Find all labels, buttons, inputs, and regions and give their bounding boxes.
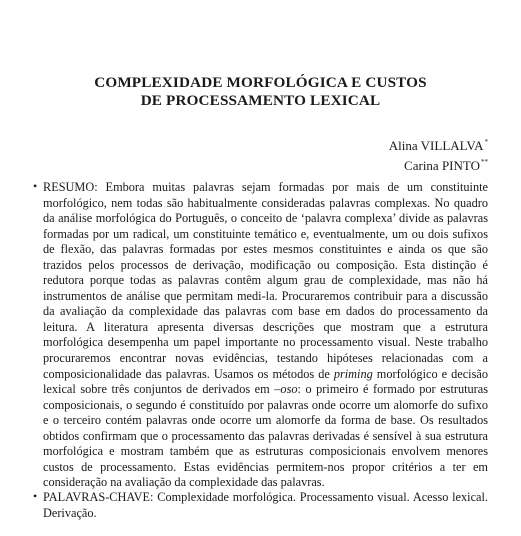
author-list — [389, 134, 488, 174]
abstract-text-part-2: morfológico e decisão lexical sobre três conjuntos de derivados em — [43, 366, 488, 397]
keywords-block — [33, 490, 488, 521]
author-1-footnote-mark: * — [484, 138, 488, 146]
abstract-text — [43, 180, 488, 491]
keywords-bullet: • — [33, 489, 38, 503]
author-2 — [389, 154, 488, 174]
title-line-1: COMPLEXIDADE MORFOLÓGICA E CUSTOS — [94, 74, 427, 91]
abstract-text-part-1: RESUMO: Embora muitas palavras sejam formadas por mais de um constituinte morfológico, nem todas são habitualmente consideradas palavras complexas. No quadro da análise morfológica do Português, o conceito de ‘palavra complexa’ divide as palavras formadas por um radical, um constituinte temático e, eventualmente, um ou dois sufixos de flexão, das palavras formadas por estes mesmos constituintes e ainda os que são trazidos pelos processos de derivação, modificação ou composição. Esta distinção é redutora porque todas as palavras contêm algum grau de complexidade, mas não há instrumentos de análise que permitam medi-la. Procuraremos contribuir para a discussão da avaliação da complexidade das palavras com base em dados do processamento da leitura. A literatura apresenta diversas descrições que mostram que a estrutura morfológica desempenha um papel importante no processamento visual. Neste trabalho procuraremos encontrar novas evidências, testando hipóteses relacionadas com a composicionalidade das palavras. Usamos os métodos de — [43, 180, 488, 381]
author-1-name: Alina VILLALVA — [388, 138, 484, 153]
keywords-text: PALAVRAS-CHAVE: Complexidade morfológica. Processamento visual. Acesso lexical. Derivação. — [43, 490, 488, 520]
author-2-name: Carina PINTO — [404, 158, 480, 173]
author-2-footnote-mark: ** — [481, 158, 488, 166]
abstract-text-part-3: : o primeiro é formado por estruturas composicionais, o segundo é constituído por palavras onde ocorre um alomorfe do sufixo e o terceiro contém palavras onde ocorre um alomorfe da forma de base. Os resultados obtidos confirmam que o processamento das palavras derivadas é sensível à sua estrutura morfológica e mostram também que as estruturas composicionais envolvem menores custos de processamento. Estas evidências permitem-nos propor critérios a ter em consideração na avaliação da complexidade das palavras. — [43, 382, 489, 490]
abstract-block — [33, 180, 488, 491]
paper-title — [0, 74, 521, 110]
abstract-bullet: • — [33, 179, 38, 193]
author-1 — [389, 134, 488, 154]
abstract-italic-priming: priming — [333, 366, 373, 381]
abstract-italic-suffix: –oso — [274, 382, 298, 397]
title-line-2: DE PROCESSAMENTO LEXICAL — [140, 92, 381, 109]
